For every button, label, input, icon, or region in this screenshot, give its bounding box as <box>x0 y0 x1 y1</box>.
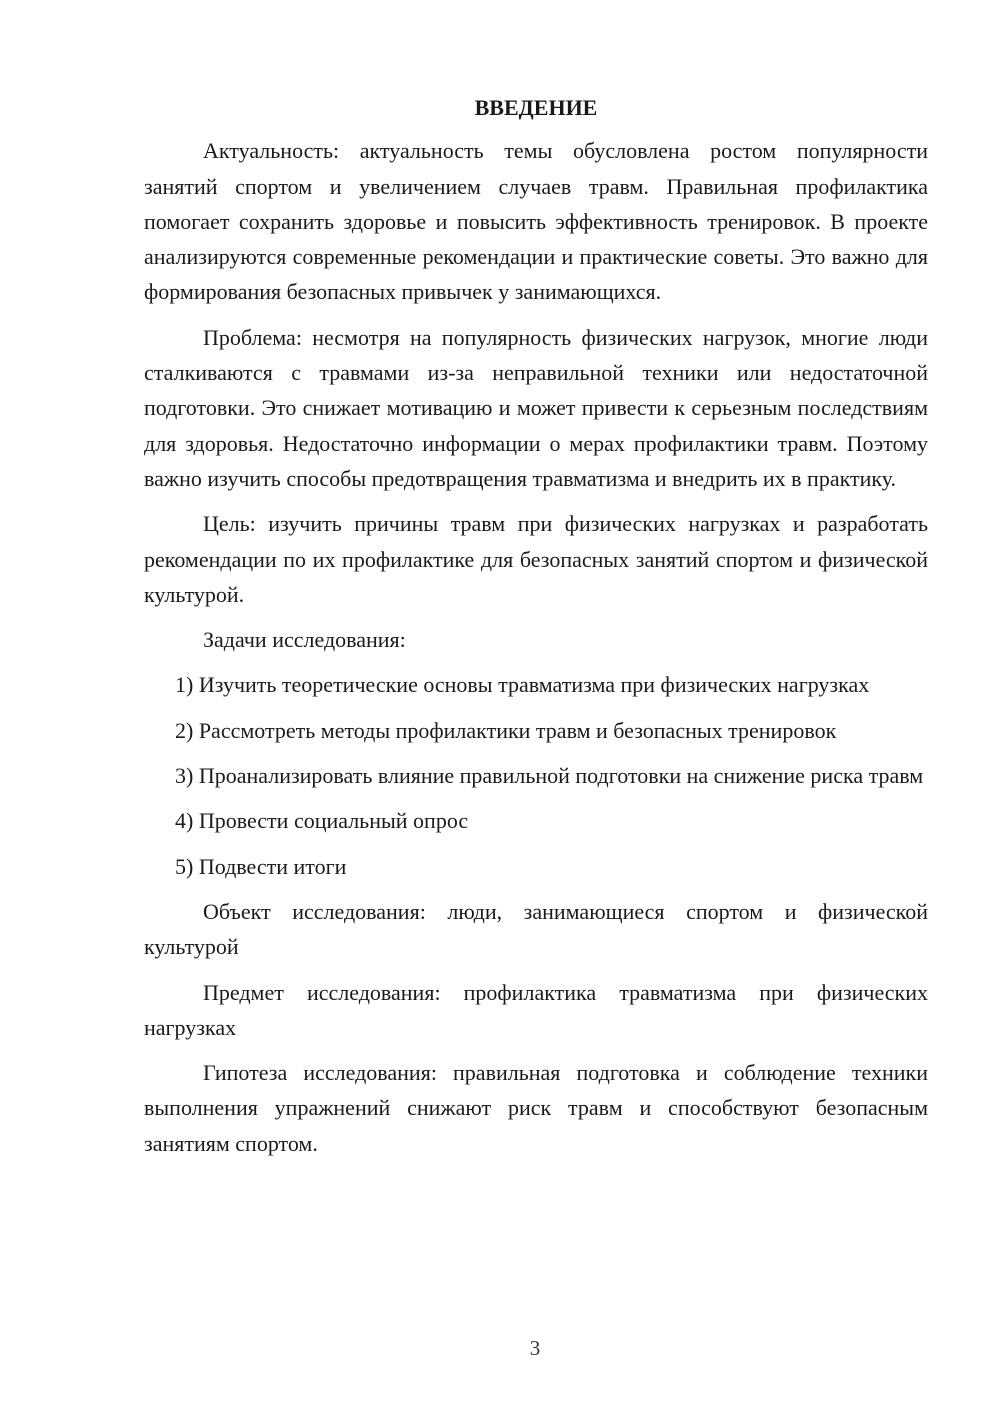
page-number: 3 <box>529 1336 541 1360</box>
paragraph-subject: Предмет исследования: профилактика травматизма при физических нагрузках <box>144 979 928 1040</box>
task-item-3: 3) Проанализировать влияние правильной подготовки на снижение риска травм <box>175 763 924 789</box>
paragraph-problem: Проблема: несмотря на популярность физических нагрузок, многие люди сталкиваются с травмами из-за неправильной техники или недостаточной подготовки. Это снижает мотивацию и может привести к серьезным последствиям для здоровья. Недостаточно информации о мерах профилактики травм. Поэтому важно изучить способы предотвращения травматизма и внедрить их в практику. <box>144 324 928 491</box>
document-page <box>144 90 928 1161</box>
paragraph-hypothesis: Гипотеза исследования: правильная подготовка и соблюдение техники выполнения упражнений снижают риск травм и способствуют безопасным занятиям спортом. <box>144 1060 928 1156</box>
task-item-1: 1) Изучить теоретические основы травматизма при физических нагрузках <box>175 672 870 698</box>
paragraph-goal: Цель: изучить причины травм при физических нагрузках и разработать рекомендации по их профилактике для безопасных занятий спортом и физической культурой. <box>144 511 928 607</box>
paragraph-relevance: Актуальность: актуальность темы обусловлена ростом популярности занятий спортом и увеличением случаев травм. Правильная профилактика помогает сохранить здоровье и повысить эффективность тренировок. В проекте анализируются современные рекомендации и практические советы. Это важно для формирования безопасных привычек у занимающихся. <box>144 138 928 305</box>
section-title: ВВЕДЕНИЕ <box>474 95 598 120</box>
task-item-5: 5) Подвести итоги <box>175 853 347 879</box>
task-item-4: 4) Провести социальный опрос <box>175 808 469 834</box>
tasks-heading: Задачи исследования: <box>203 627 406 653</box>
task-item-2: 2) Рассмотреть методы профилактики травм и безопасных тренировок <box>175 717 837 743</box>
paragraph-object: Объект исследования: люди, занимающиеся спортом и физической культурой <box>144 898 928 960</box>
